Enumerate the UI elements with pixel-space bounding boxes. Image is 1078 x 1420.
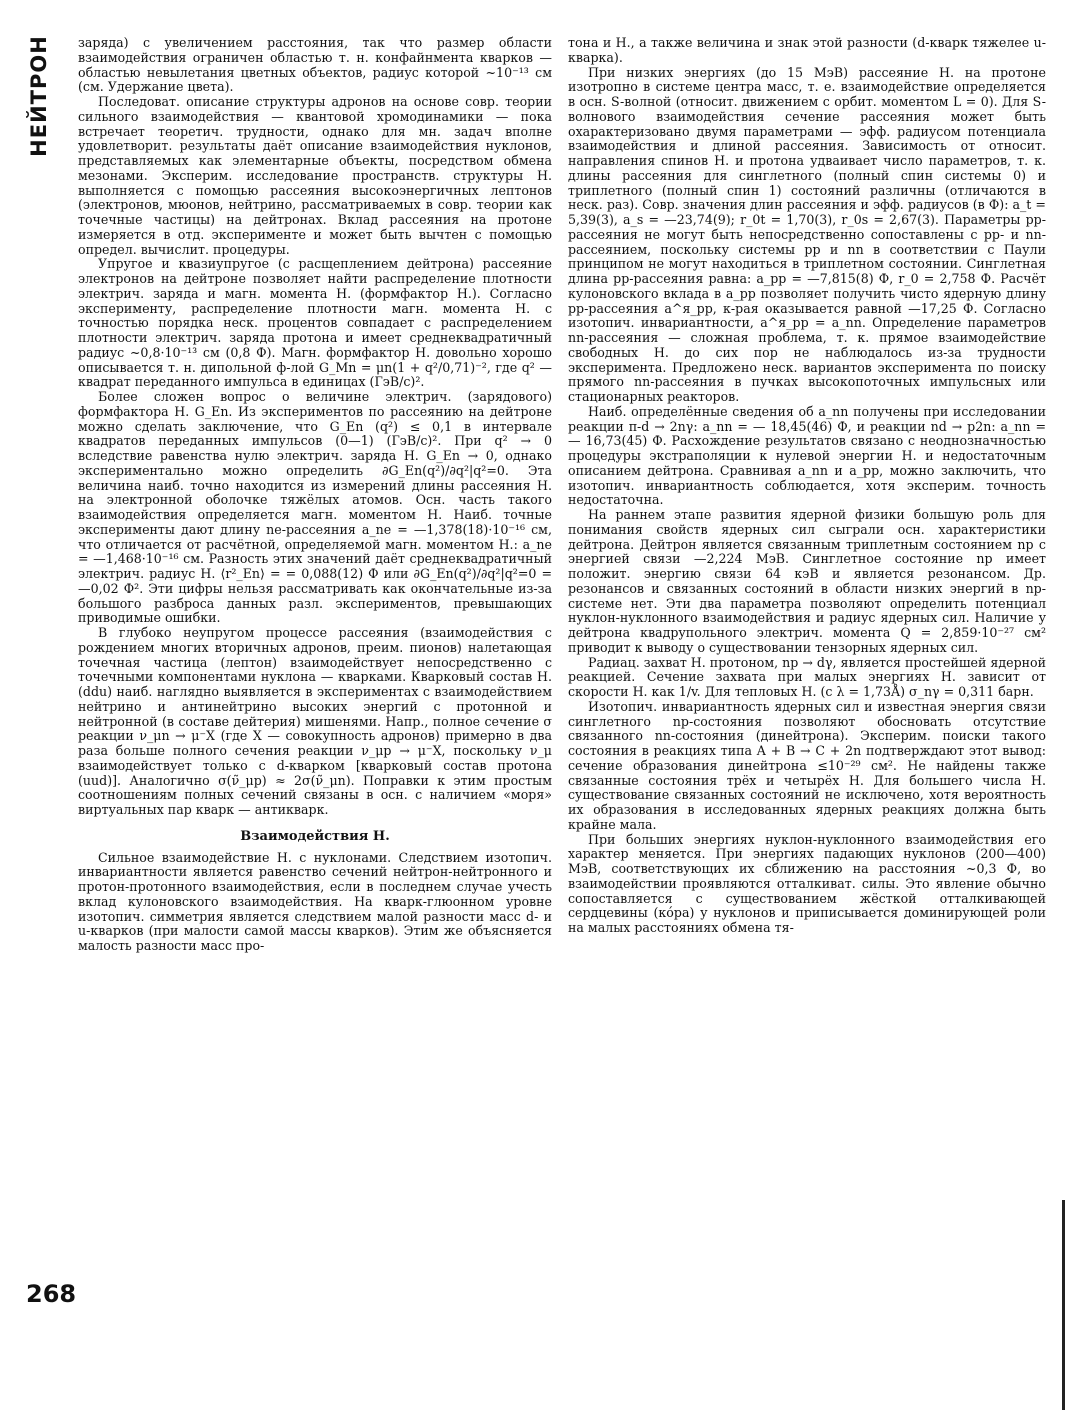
paragraph: Сильное взаимодействие Н. с нуклонами. Следствием изотопич. инвариантности является равенство сечений нейтрон-нейтронного и протон-протонного взаимодействия, если в последнем случае учесть вклад кулоновского взаимодействия. На кварк-глюонном уровне изотопич. симметрия является следствием малой разности масс d- и u-кварков (при малости самой массы кварков). Этим же объясняется малость разности масс про- <box>78 849 552 953</box>
section-heading: Взаимодействия Н. <box>240 828 390 844</box>
paragraph: При больших энергиях нуклон-нуклонного взаимодействия его характер меняется. При энергиях падающих нуклонов (200—400) МэВ, соответствующих их сближению на расстояния ~0,3 Ф, во взаимодействии проявляются отталкиват. силы. Это явление обычно сопоставляется с существованием жёсткой отталкивающей сердцевины (кóра) у нуклонов и приписывается доминирующей роли на малых расстояниях обмена тя- <box>568 831 1046 935</box>
paragraph: Последоват. описание структуры адронов на основе совр. теории сильного взаимодействия — квантовой хромодинамики — пока встречает теоретич. трудности, однако для мн. задач вполне удовлетворит. результаты даёт описание взаимодействия нуклонов, представляемых как элементарные объекты, посредством обмена мезонами. Эксперим. исследование пространств. структуры Н. выполняется с помощью рассеяния высокоэнергичных лептонов (электронов, мюонов, нейтрино, рассматриваемых в совр. теории как точечные частицы) на дейтронах. Вклад рассеяния на протоне измеряется в отд. эксперименте и может быть вычтен с помощью определ. вычислит. процедуры. <box>78 94 552 257</box>
paragraph: тона и Н., а также величина и знак этой разности (d-кварк тяжелее u-кварка). <box>568 35 1046 65</box>
paragraph: На раннем этапе развития ядерной физики большую роль для понимания свойств ядерных сил сыграли осн. характеристики дейтрона. Дейтрон является связанным триплетным состоянием np с энергией связи —2,224 МэВ. Синглетное состояние np имеет положит. энергию связи 64 кэВ и является резонансом. Др. резонансов и связанных состояний в области низких энергий в np-системе нет. Эти два параметра позволяют определить потенциал нуклон-нуклонного взаимодействия и радиус ядерных сил. Наличие у дейтрона квадрупольного электрич. момента Q = 2,859·10⁻²⁷ см² приводит к выводу о существовании тензорных ядерных сил. <box>568 507 1046 655</box>
page-edge-divider <box>1062 1200 1065 1410</box>
page-number: 268 <box>26 1280 77 1308</box>
paragraph: При низких энергиях (до 15 МэВ) рассеяние Н. на протоне изотропно в системе центра масс, т. е. взаимодействие определяется в осн. S-волной (относит. движением с орбит. моментом L = 0). Для S-волнового взаимодействия сечение рассеяния может быть охарактеризовано двумя параметрами — эфф. радиусом потенциала взаимодействия и длиной рассеяния. Зависимость от относит. направления спинов Н. и протона удваивает число параметров, т. к. длины рассеяния для синглетного (полный спин системы 0) и триплетного (полный спин 1) состояний различны (отличаются в неск. раз). Совр. значения длин рассеяния и эфф. радиусов (в Ф): a_t = 5,39(3), a_s = —23,74(9); r_0t = 1,70(3), r_0s = 2,67(3). Параметры pp-рассеяния не могут быть непосредственно сопоставлены с pp- и nn-рассеянием, поскольку системы pp и nn в соответствии с Паули принципом не могут находиться в триплетном состоянии. Синглетная длина pp-рассеяния равна: a_pp = —7,815(8) Ф, r_0 = 2,758 Ф. Расчёт кулоновского вклада в a_pp позволяет получить чисто ядерную длину pp-рассеяния a^я_pp, к-рая оказывается равной —17,25 Ф. Согласно изотопич. инвариантности, a^я_pp = a_nn. Определение параметров nn-рассеяния — сложная проблема, т. к. прямое взаимодействие свободных Н. до сих пор не наблюдалось из-за трудности эксперимента. Предложено неск. вариантов эксперимента по поиску прямого nn-рассеяния в пучках высокопоточных импульсных или стационарных реакторов. <box>568 64 1046 404</box>
paragraph: Упругое и квазиупругое (с расщеплением дейтрона) рассеяние электронов на дейтроне позволяет найти распределение плотности электрич. заряда и магн. момента Н. (формфактор Н.). Согласно эксперименту, распределение плотности магн. момента Н. с точностью порядка неск. процентов совпадает с распределением плотности электрич. заряда протона и имеет среднеквадратичный радиус ~0,8·10⁻¹³ см (0,8 Ф). Магн. формфактор Н. довольно хорошо описывается т. н. дипольной ф-лой G_Mn = μn(1 + q²/0,71)⁻², где q² — квадрат переданного импульса в единицах (ГэВ/с)². <box>78 256 552 390</box>
paragraph: Более сложен вопрос о величине электрич. (зарядового) формфактора Н. G_En. Из экспериментов по рассеянию на дейтроне можно сделать заключение, что G_En (q²) ≤ 0,1 в интервале квадратов переданных импульсов (0—1) (ГэВ/c)². При q² → 0 вследствие равенства нулю электрич. заряда Н. G_En → 0, однако экспериментально можно определить ∂G_En(q²)/∂q²|q²=0. Эта величина наиб. точно находится из измерений длины рассеяния Н. на электронной оболочке тяжёлых атомов. Осн. часть такого взаимодействия определяется магн. моментом Н. Наиб. точные эксперименты дают длину ne-рассеяния a_ne = —1,378(18)·10⁻¹⁶ см, что отличается от расчётной, определяемой магн. моментом Н.: a_ne = —1,468·10⁻¹⁶ см. Разность этих значений даёт среднеквадратичный электрич. радиус Н. ⟨r²_En⟩ = = 0,088(12) Ф или ∂G_En(q²)/∂q²|q²=0 = —0,02 Ф². Эти цифры нельзя рассматривать как окончательные из-за большого разброса данных разл. экспериментов, превышающих приводимые ошибки. <box>78 389 552 626</box>
paragraph: Наиб. определённые сведения об a_nn получены при исследовании реакции π-d → 2nγ: a_nn = — 18,45(46) Ф, и реакции nd → p2n: a_nn = — 16,73(45) Ф. Расхождение результатов связано с неоднозначностью процедуры экстраполяции к нулевой энергии Н. и недостаточным описанием дейтрона. Сравнивая a_nn и a_pp, можно заключить, что изотопич. инвариантность соблюдается, хотя эксперим. точность недостаточна. <box>568 403 1046 508</box>
paragraph: Радиац. захват Н. протоном, np → dγ, является простейшей ядерной реакцией. Сечение захвата при малых энергиях Н. зависит от скорости Н. как 1/v. Для тепловых Н. (с λ = 1,73Å) σ_nγ = 0,311 барн. <box>568 654 1046 699</box>
paragraph: Изотопич. инвариантность ядерных сил и известная энергия связи синглетного np-состояния позволяют обосновать отсутствие связанного nn-состояния (динейтрона). Эксперим. поиски такого состояния в реакциях типа A + B → C + 2n подтверждают этот вывод: сечение образования динейтрона ≤10⁻²⁹ см². Не найдены также связанные состояния трёх и четырёх Н. Для большего числа Н. существование связанных состояний не исключено, хотя вероятность их образования в исследованных ядерных реакциях должна быть крайне мала. <box>568 698 1046 832</box>
paragraph: В глубоко неупругом процессе рассеяния (взаимодействия с рождением многих вторичных адронов, преим. пионов) налетающая точечная частица (лептон) взаимодействует непосредственно с точечными компонентами нуклона — кварками. Кварковый состав Н. (ddu) наиб. наглядно выявляется в экспериментах с взаимодействием нейтрино и антинейтрино высоких энергий с протонной и нейтронной (в составе дейтерия) мишенями. Напр., полное сечение σ реакции ν_μn → μ⁻X (где X — совокупность адронов) примерно в два раза больше полного сечения реакции ν_μp → μ⁻X, поскольку ν_μ взаимодействует только с d-кварком [кварковый состав протона (uud)]. Аналогично σ(ν̃_μp) ≈ 2σ(ν̃_μn). Поправки к этим простым соотношениям полных сечений связаны в осн. с наличием «моря» виртуальных пар кварк — антикварк. <box>78 625 552 817</box>
section-running-head <box>26 36 52 156</box>
right-column <box>568 36 1046 936</box>
paragraph: заряда) с увеличением расстояния, так что размер области взаимодействия ограничен областью т. н. конфайнмента кварков — областью невылетания цветных объектов, радиус которой ~10⁻¹³ см (см. Удержание цвета). <box>78 35 552 95</box>
left-column <box>78 36 552 954</box>
section-title: НЕЙТРОН <box>27 35 51 157</box>
